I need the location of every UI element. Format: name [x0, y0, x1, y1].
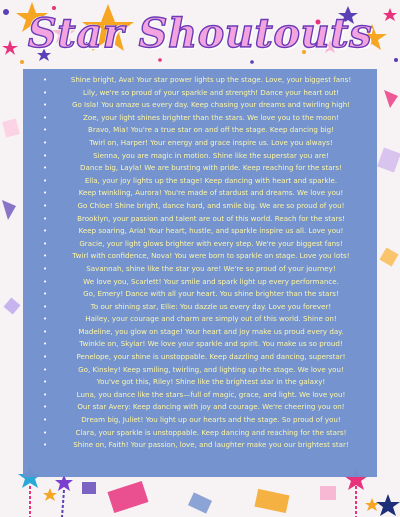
list-item — [23, 162, 377, 175]
bullet-icon: • — [43, 176, 48, 185]
shoutout-text: Lily, we're so proud of your sparkle and strength! Dance your heart out! — [83, 87, 339, 97]
list-item — [23, 187, 377, 200]
confetti-shape — [188, 492, 212, 513]
list-item — [23, 225, 377, 238]
shoutout-text: Shine on, Faith! Your passion, love, and laughter make you our brightest star! — [73, 440, 349, 450]
list-item — [23, 427, 377, 440]
shoutout-text: Hailey, your courage and charm are simply out of this world. Shine on! — [85, 314, 337, 324]
shoutout-text: Clara, your sparkle is unstoppable. Keep dancing and reaching for the stars! — [75, 427, 347, 437]
list-item — [23, 414, 377, 427]
bullet-icon: • — [43, 138, 48, 147]
confetti-dot — [250, 60, 254, 64]
list-item — [23, 313, 377, 326]
bullet-icon: • — [43, 441, 48, 450]
confetti-dot — [158, 58, 162, 62]
shoutout-text: Savannah, shine like the star you are! We're so proud of your journey! — [86, 263, 336, 273]
confetti-shape — [2, 200, 16, 220]
bullet-icon: • — [43, 164, 48, 173]
shoutout-text: Shine bright, Ava! Your star power lights up the stage. Love, your biggest fans! — [70, 75, 352, 84]
shoutout-list — [23, 74, 377, 452]
bullet-icon: • — [43, 277, 48, 286]
list-item — [23, 276, 377, 289]
confetti-shape — [4, 298, 21, 315]
bullet-icon: • — [43, 88, 48, 97]
list-item — [23, 288, 377, 301]
bullet-icon: • — [43, 101, 48, 110]
bullet-icon: • — [43, 403, 48, 412]
bullet-icon: • — [43, 416, 48, 425]
bullet-icon: • — [43, 76, 48, 84]
list-item — [23, 326, 377, 339]
bullet-icon: • — [43, 252, 48, 261]
confetti-shape — [384, 90, 398, 108]
shoutout-text: Luna, you dance like the stars—full of magic, grace, and light. We love you! — [76, 389, 346, 399]
bullet-icon: • — [43, 353, 48, 362]
bullet-icon: • — [43, 227, 48, 236]
bullet-icon: • — [43, 239, 48, 248]
list-item — [23, 137, 377, 150]
shoutout-text: Penelope, your shine is unstoppable. Keep dazzling and dancing, superstar! — [76, 352, 346, 362]
list-item — [23, 200, 377, 213]
list-item — [23, 376, 377, 389]
bullet-icon: • — [43, 264, 48, 273]
bullet-icon: • — [43, 201, 48, 210]
confetti-shape — [320, 486, 336, 500]
list-item — [23, 87, 377, 100]
shoutout-text: You've got this, Riley! Shine like the brightest star in the galaxy! — [96, 377, 326, 387]
shoutout-text: Keep twinkling, Aurora! You're made of stardust and dreams. We love you! — [78, 188, 344, 198]
list-item — [23, 389, 377, 402]
shoutout-text: Go Chloe! Shine bright, dance hard, and smile big. We are so proud of you! — [77, 200, 345, 210]
list-item — [23, 112, 377, 125]
list-item — [23, 74, 377, 87]
confetti-shape — [377, 148, 400, 173]
confetti-shape — [2, 118, 20, 137]
shoutout-text: Madeline, you glow on stage! Your heart and joy make us proud every day. — [78, 326, 344, 336]
shoutout-text: Brooklyn, your passion and talent are out of this world. Reach for the stars! — [77, 213, 345, 223]
bullet-icon: • — [43, 327, 48, 336]
shoutout-text: Keep soaring, Aria! Your heart, hustle, and sparkle inspire us all. Love you! — [78, 226, 344, 236]
list-item — [23, 175, 377, 188]
list-item — [23, 250, 377, 263]
bullet-icon: • — [43, 390, 48, 399]
bullet-icon: • — [43, 290, 48, 299]
confetti-shape — [379, 247, 398, 266]
list-item — [23, 351, 377, 364]
shoutout-text: Dance big, Layla! We are bursting with pride. Keep reaching for the stars! — [80, 163, 342, 173]
bullet-icon: • — [43, 302, 48, 311]
shoutout-text: Go, Emery! Dance with all your heart. You shine brighter than the stars! — [83, 289, 339, 299]
confetti-shape — [107, 481, 148, 513]
shoutout-text: Twirl with confidence, Nova! You were born to sparkle on stage. Love you lots! — [72, 251, 350, 261]
page-title: Star Shoutouts — [27, 10, 373, 57]
shoutout-text: Ella, your joy lights up the stage! Keep dancing with heart and sparkle. — [84, 175, 338, 185]
bullet-icon: • — [43, 151, 48, 160]
confetti-dot — [394, 58, 398, 62]
list-item — [23, 99, 377, 112]
bullet-icon: • — [43, 340, 48, 349]
shoutout-text: Our star Avery: Keep dancing with joy and courage. We're cheering you on! — [77, 402, 345, 412]
shoutout-text: Dream big, Juliet! You light up our hearts and the stage. So proud of you! — [81, 415, 341, 425]
bullet-icon: • — [43, 214, 48, 223]
shoutout-text: Twirl on, Harper! Your energy and grace inspire us. Love you always! — [89, 137, 333, 147]
bullet-icon: • — [43, 113, 48, 122]
bullet-icon: • — [43, 365, 48, 374]
bullet-icon: • — [43, 315, 48, 324]
list-item — [23, 401, 377, 414]
bullet-icon: • — [43, 378, 48, 387]
list-item — [23, 338, 377, 351]
list-item — [23, 124, 377, 137]
confetti-shape — [254, 489, 289, 513]
confetti-dot — [20, 60, 24, 64]
bullet-icon: • — [43, 428, 48, 437]
list-item — [23, 238, 377, 251]
confetti-shape — [82, 482, 96, 494]
shoutout-text: We love you, Scarlett! Your smile and spark light up every performance. — [83, 276, 339, 286]
list-item — [23, 263, 377, 276]
shoutout-text: Go Isla! You amaze us every day. Keep chasing your dreams and twirling high! — [71, 100, 351, 110]
shoutout-text: Sienna, you are magic in motion. Shine like the superstar you are! — [93, 150, 329, 160]
list-item — [23, 150, 377, 163]
bullet-icon: • — [43, 126, 48, 135]
list-item — [23, 364, 377, 377]
shoutout-text: Twinkle on, Skylar! We love your sparkle and spirit. You make us so proud! — [79, 339, 343, 349]
list-item — [23, 439, 377, 452]
bullet-icon: • — [43, 189, 48, 198]
shoutout-text: Gracie, your light glows brighter with every step. We're your biggest fans! — [79, 238, 343, 248]
list-item — [23, 301, 377, 314]
shoutout-text: Go, Kinsley! Keep smiling, twirling, and lighting up the stage. We love you! — [78, 364, 344, 374]
list-item — [23, 213, 377, 226]
shoutout-text: To our shining star, Ellie: You dazzle us every day. Love you forever! — [90, 301, 332, 311]
shoutout-text: Zoe, your light shines brighter than the stars. We love you to the moon! — [83, 112, 339, 122]
shoutout-text: Bravo, Mia! You're a true star on and off the stage. Keep dancing big! — [87, 125, 335, 135]
